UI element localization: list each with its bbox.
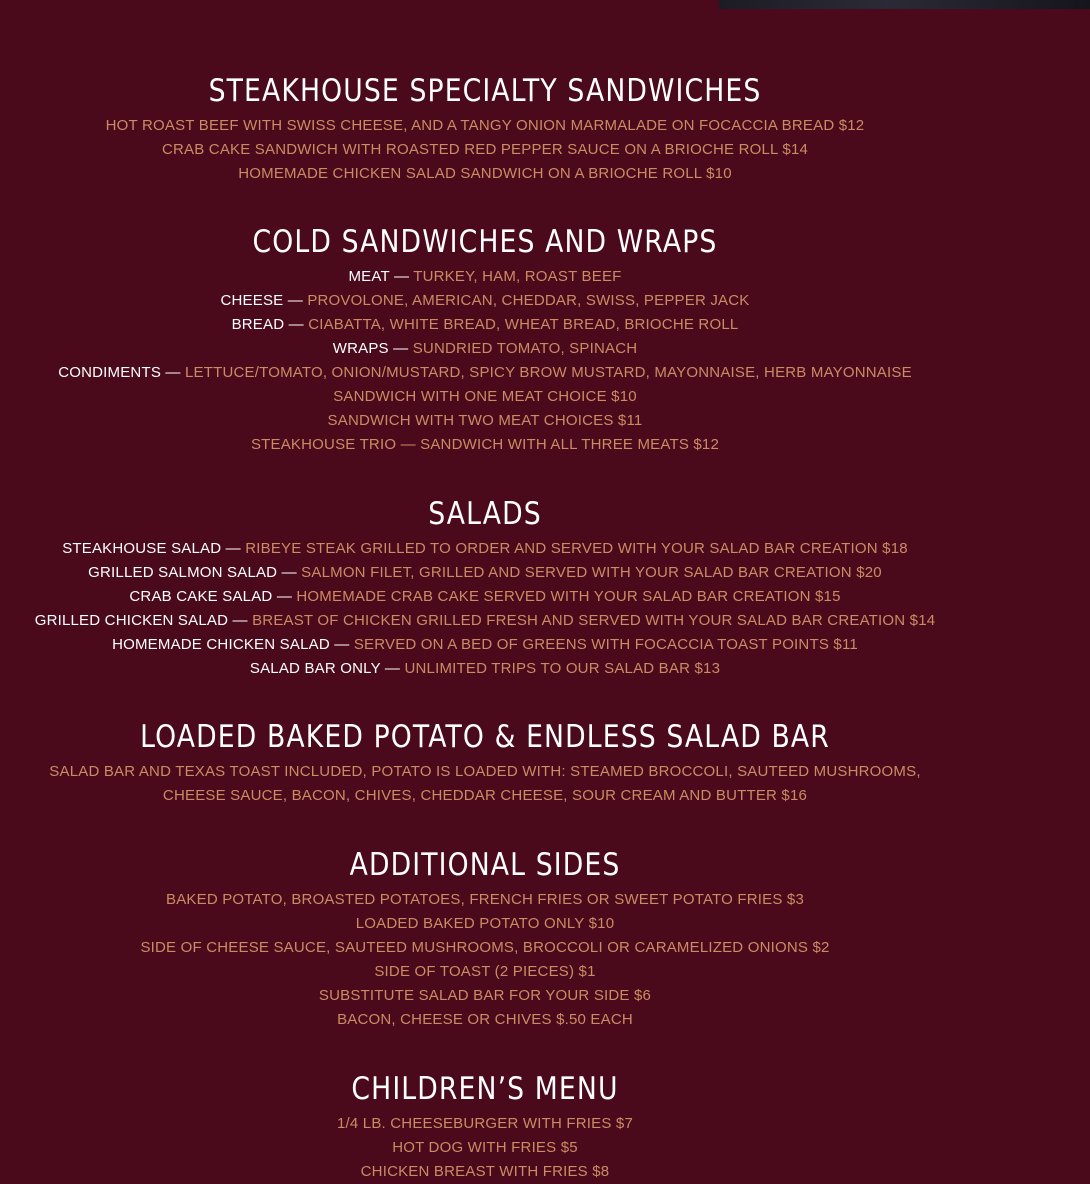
option-dash: — (281, 564, 297, 581)
option-text: SERVED ON A BED OF GREENS WITH FOCACCIA TOAST POINTS $11 (353, 636, 858, 653)
section-title: CHILDREN’S MENU (351, 1071, 619, 1107)
section-title: SALADS (428, 496, 542, 532)
menu-item: STEAKHOUSE TRIO — SANDWICH WITH ALL THREE MEATS $12 (250, 436, 720, 453)
menu-option-row (0, 561, 970, 585)
menu-option-row (0, 289, 970, 313)
menu-item-description: SALAD BAR AND TEXAS TOAST INCLUDED, POTATO IS LOADED WITH: STEAMED BROCCOLI, SAUTEED MUSHROOMS, CHEESE SAUCE, BACON, CHIVES, CHEDDAR CHEESE, SOUR CREAM AND BUTTER $16 (49, 763, 921, 804)
menu-option-row (0, 265, 970, 289)
section-steakhouse-sandwiches (0, 68, 970, 186)
option-dash: — (165, 364, 181, 381)
menu-item: CHICKEN BREAST WITH FRIES $8 (360, 1163, 610, 1180)
menu-option-row (0, 337, 970, 361)
section-loaded-potato (0, 714, 970, 808)
option-dash: — (393, 340, 409, 357)
option-label: GRILLED CHICKEN SALAD (34, 612, 229, 629)
menu-item: SUBSTITUTE SALAD BAR FOR YOUR SIDE $6 (318, 987, 652, 1004)
menu-option-row (0, 585, 970, 609)
section-title: STEAKHOUSE SPECIALTY SANDWICHES (208, 73, 762, 109)
menu-item: HOT DOG WITH FRIES $5 (392, 1139, 578, 1156)
menu-item: HOMEMADE CHICKEN SALAD SANDWICH ON A BRIOCHE ROLL $10 (238, 165, 732, 182)
option-dash: — (225, 540, 241, 557)
menu-item: SIDE OF CHEESE SAUCE, SAUTEED MUSHROOMS, BROCCOLI OR CARAMELIZED ONIONS $2 (140, 939, 830, 956)
menu-item: BAKED POTATO, BROASTED POTATOES, FRENCH FRIES OR SWEET POTATO FRIES $3 (166, 891, 804, 908)
menu-option-row (0, 633, 970, 657)
option-dash: — (384, 660, 401, 677)
option-dash: — (232, 612, 248, 629)
option-label: MEAT (348, 268, 390, 285)
menu-item: LOADED BAKED POTATO ONLY $10 (355, 915, 615, 932)
menu-item: SANDWICH WITH TWO MEAT CHOICES $11 (327, 412, 643, 429)
option-dash: — (393, 268, 410, 285)
option-label: GRILLED SALMON SALAD (88, 564, 278, 581)
section-title: LOADED BAKED POTATO & ENDLESS SALAD BAR (140, 719, 830, 755)
option-label: BREAD (231, 316, 285, 333)
menu-option-row (0, 313, 970, 337)
option-dash: — (334, 636, 350, 653)
header-photo-strip (719, 0, 1090, 9)
option-dash: — (287, 292, 303, 309)
option-dash: — (276, 588, 293, 605)
option-text: LETTUCE/TOMATO, ONION/MUSTARD, SPICY BROW MUSTARD, MAYONNAISE, HERB MAYONNAISE (185, 364, 912, 381)
menu-item: BACON, CHEESE OR CHIVES $.50 EACH (337, 1011, 633, 1028)
option-text: HOMEMADE CRAB CAKE SERVED WITH YOUR SALAD BAR CREATION $15 (296, 588, 841, 605)
option-label: WRAPS (332, 340, 389, 357)
menu-item: SANDWICH WITH ONE MEAT CHOICE $10 (333, 388, 637, 405)
menu-item: SIDE OF TOAST (2 PIECES) $1 (374, 963, 596, 980)
option-text: BREAST OF CHICKEN GRILLED FRESH AND SERVED WITH YOUR SALAD BAR CREATION $14 (252, 612, 936, 629)
menu-option-row (0, 657, 970, 681)
menu-item: HOT ROAST BEEF WITH SWISS CHEESE, AND A TANGY ONION MARMALADE ON FOCACCIA BREAD $12 (105, 117, 865, 134)
option-text: PROVOLONE, AMERICAN, CHEDDAR, SWISS, PEPPER JACK (307, 292, 750, 309)
option-label: HOMEMADE CHICKEN SALAD (112, 636, 330, 653)
menu-option-row (0, 361, 970, 385)
option-text: RIBEYE STEAK GRILLED TO ORDER AND SERVED WITH YOUR SALAD BAR CREATION $18 (245, 540, 908, 557)
option-label: CONDIMENTS (58, 364, 162, 381)
option-label: STEAKHOUSE SALAD (62, 540, 222, 557)
option-text: CIABATTA, WHITE BREAD, WHEAT BREAD, BRIOCHE ROLL (308, 316, 739, 333)
option-label: SALAD BAR ONLY (249, 660, 381, 677)
menu-item: 1/4 LB. CHEESEBURGER WITH FRIES $7 (336, 1115, 634, 1132)
option-label: CRAB CAKE SALAD (129, 588, 273, 605)
option-label: CHEESE (220, 292, 284, 309)
section-title: ADDITIONAL SIDES (349, 847, 621, 883)
option-text: UNLIMITED TRIPS TO OUR SALAD BAR $13 (404, 660, 721, 677)
option-text: TURKEY, HAM, ROAST BEEF (413, 268, 622, 285)
menu-option-row (0, 537, 970, 561)
menu-option-row (0, 609, 970, 633)
section-childrens-menu (0, 1066, 970, 1184)
section-cold-sandwiches (0, 219, 970, 457)
option-text: SUNDRIED TOMATO, SPINACH (412, 340, 638, 357)
section-salads (0, 491, 970, 681)
section-additional-sides (0, 842, 970, 1032)
option-dash: — (288, 316, 304, 333)
menu-item: CRAB CAKE SANDWICH WITH ROASTED RED PEPPER SAUCE ON A BRIOCHE ROLL $14 (161, 141, 809, 158)
option-text: SALMON FILET, GRILLED AND SERVED WITH YOUR SALAD BAR CREATION $20 (301, 564, 882, 581)
section-title: COLD SANDWICHES AND WRAPS (252, 224, 718, 260)
